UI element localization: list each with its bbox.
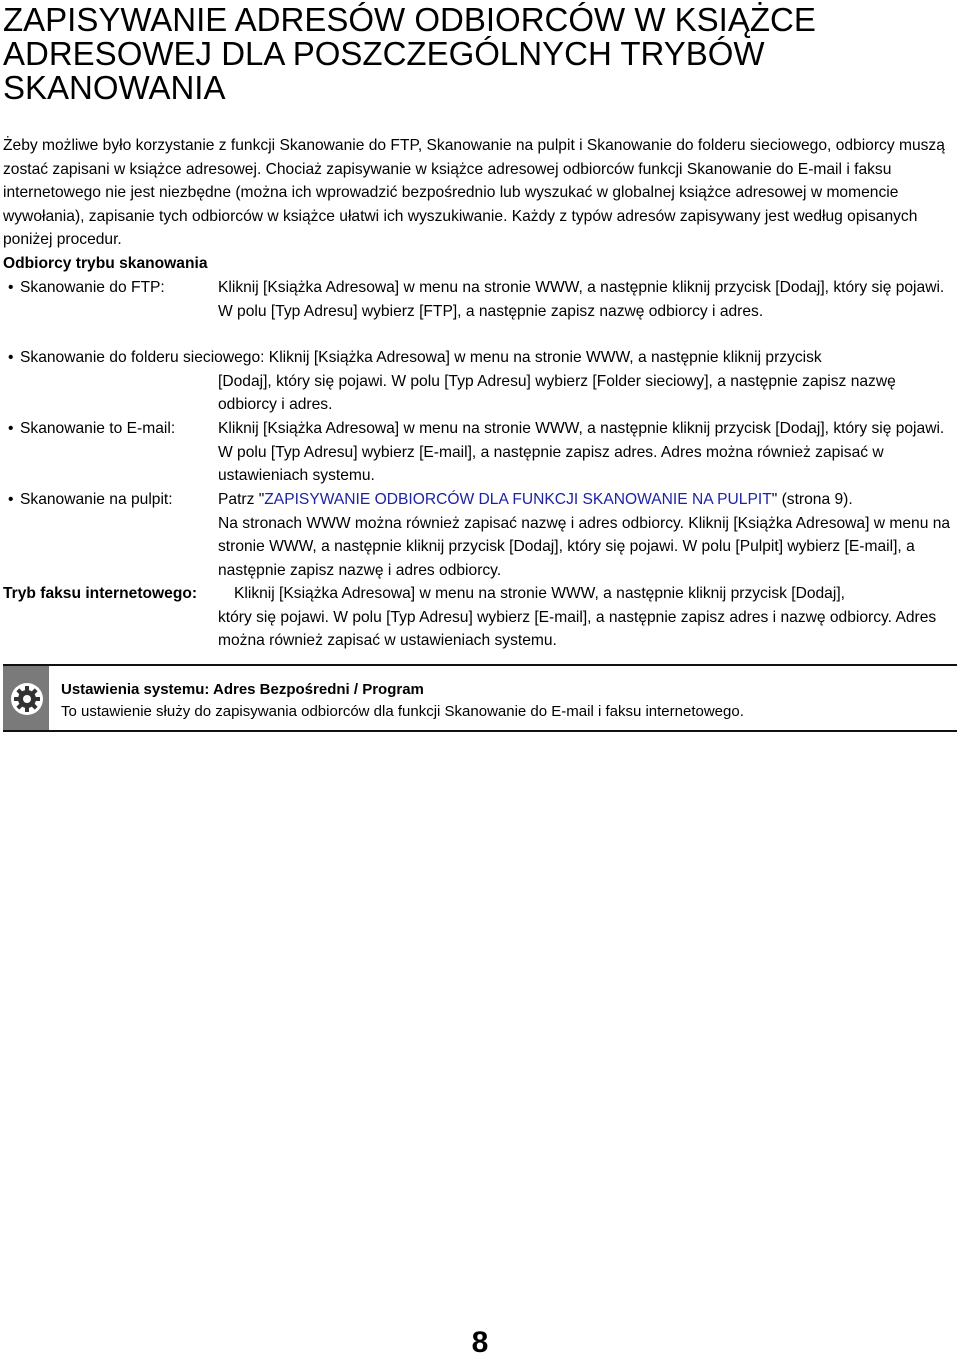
list-item-email — [0, 417, 960, 488]
item-label: Skanowanie to E-mail: — [20, 420, 176, 437]
gear-icon — [10, 682, 44, 716]
settings-box-sidebar — [3, 666, 49, 730]
settings-title: Ustawienia systemu: Adres Bezpośredni / Program — [61, 681, 424, 698]
item-label: Skanowanie na pulpit: — [20, 491, 173, 508]
system-settings-box — [3, 664, 957, 732]
item-body — [218, 488, 956, 582]
list-item-fax — [0, 582, 960, 653]
list-item-folder — [0, 346, 960, 417]
page-number: 8 — [471, 1326, 489, 1359]
item-label: Tryb faksu internetowego: — [3, 585, 198, 602]
settings-text: To ustawienie służy do zapisywania odbiorców dla funkcji Skanowanie do E-mail i faksu internetowego. — [61, 703, 744, 720]
bullet-icon: • — [8, 491, 14, 508]
item-body: Kliknij [Książka Adresowa] w menu na stronie WWW, a następnie kliknij przycisk [Dodaj], który się pojawi. W polu [Typ Adresu] wybierz [E-mail], a następnie zapisz adres. Adres można również zapisać w ustawieniach systemu. — [218, 420, 945, 485]
bullet-icon: • — [8, 420, 14, 437]
item-lead: Skanowanie do folderu sieciowego: Kliknij [Książka Adresowa] w menu na stronie WWW, a następnie kliknij przycisk — [20, 349, 822, 366]
list-item-desktop — [0, 488, 960, 583]
bullet-icon: • — [8, 349, 14, 366]
page-title: ZAPISYWANIE ADRESÓW ODBIORCÓW W KSIĄŻCE ADRESOWEJ DLA POSZCZEGÓLNYCH TRYBÓW SKANOWANIA — [3, 1, 816, 106]
item-body: [Dodaj], który się pojawi. W polu [Typ Adresu] wybierz [Folder sieciowy], a następnie zapisz nazwę odbiorcy i adres. — [218, 372, 896, 414]
item-label: Skanowanie do FTP: — [20, 279, 165, 296]
section-heading: Odbiorcy trybu skanowania — [3, 255, 208, 272]
list-item-ftp — [0, 276, 960, 347]
item-lead: Kliknij [Książka Adresowa] w menu na stronie WWW, a następnie kliknij przycisk [Dodaj], — [234, 585, 845, 602]
intro-paragraph: Żeby możliwe było korzystanie z funkcji Skanowanie do FTP, Skanowanie na pulpit i Skanowanie do folderu sieciowego, odbiorcy muszą zostać zapisani w książce adresowej. Chociaż zapisywanie w książce adresowej odbiorców funkcji Skanowanie do E-mail i faksu internetowego nie jest niezbędne (można ich wprowadzić bezpośrednio lub wyszukać w globalnej książce adresowej w momencie wywołania), zapisanie tych odbiorców w książce ułatwi ich wyszukiwanie. Każdy z typów adresów zapisywany jest według opisanych poniżej procedur. — [3, 137, 945, 249]
ref-link[interactable]: ZAPISYWANIE ODBIORCÓW DLA FUNKCJI SKANOWANIE NA PULPIT — [264, 491, 772, 508]
item-body: Kliknij [Książka Adresowa] w menu na stronie WWW, a następnie kliknij przycisk [Dodaj], który się pojawi. W polu [Typ Adresu] wybierz [FTP], a następnie zapisz nazwę odbiorcy i adres. — [218, 279, 945, 320]
item-body: który się pojawi. W polu [Typ Adresu] wybierz [E-mail], a następnie zapisz adres i nazwę odbiorcy. Adres można również zapisać w ustawieniach systemu. — [218, 608, 937, 650]
ref-prefix: Patrz " — [218, 491, 265, 508]
bullet-icon: • — [8, 279, 14, 296]
item-body-rest: Na stronach WWW można również zapisać nazwę i adres odbiorcy. Kliknij [Książka Adresowa] w menu na stronie WWW, a następnie kliknij przycisk [Dodaj], który się pojawi. W polu [Pulpit] wybierz [E-mail], a następnie zapisz nazwę i adres odbiorcy. — [218, 514, 951, 579]
ref-suffix: " (strona 9). — [771, 491, 853, 508]
